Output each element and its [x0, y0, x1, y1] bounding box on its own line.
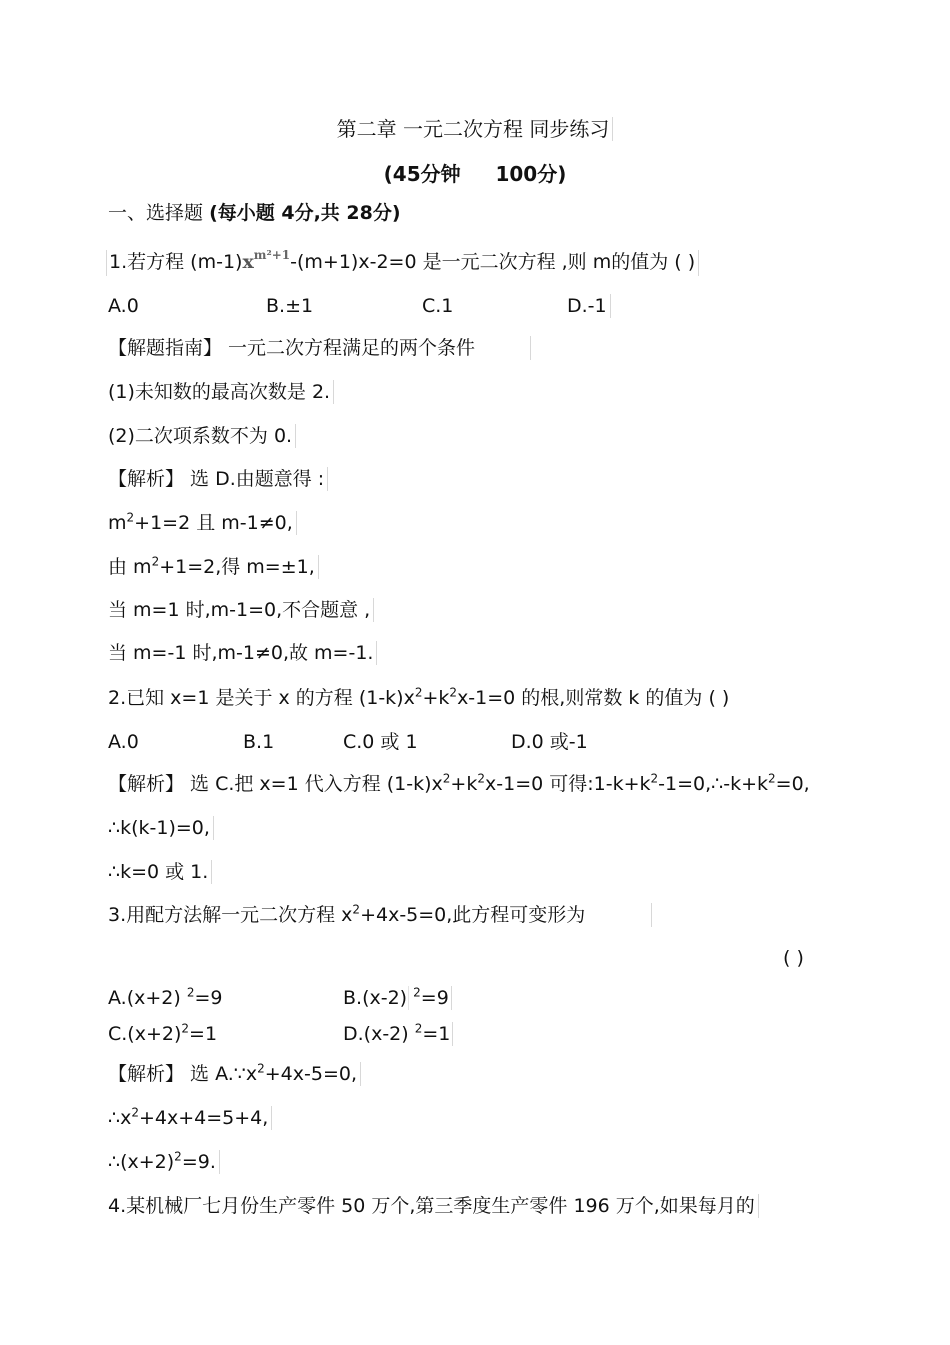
q1-option-a: A.0	[108, 295, 139, 317]
question-3-stem	[108, 903, 652, 927]
q1-step-1	[108, 511, 297, 535]
q3-analysis-a: 【解析】 选 A.∵x	[108, 1063, 258, 1085]
q3-option-c	[108, 1022, 217, 1046]
superscript: 2	[414, 1021, 423, 1036]
q3-step-2	[108, 1150, 220, 1174]
superscript: 2	[126, 510, 135, 525]
question-1-stem	[106, 250, 699, 276]
q2-analysis-d: -1=0,∴-k+k	[658, 773, 769, 795]
q3-opt-a-2: =9	[194, 987, 223, 1009]
superscript: 2	[413, 985, 421, 1000]
q1-step-2a: 由 m	[108, 556, 152, 578]
q2-step-1: ∴k(k-1)=0,	[108, 816, 214, 840]
q3-stem-a: 3.用配方法解一元二次方程 x	[108, 904, 353, 926]
q1-option-c: C.1	[422, 295, 454, 317]
q3-opt-a-1: A.(x+2)	[108, 987, 181, 1009]
superscript: 2	[151, 554, 160, 569]
q2-stem-a: 2.已知 x=1 是关于 x 的方程 (1-k)x	[108, 687, 415, 709]
q2-analysis-a: 【解析】 选 C.把 x=1 代入方程 (1-k)x	[108, 773, 443, 795]
q1-step-3: 当 m=1 时,m-1=0,不合题意 ,	[108, 598, 374, 622]
q2-analysis-c: x-1=0 可得:1-k+k	[485, 773, 651, 795]
superscript: 2	[442, 771, 451, 786]
exp-power: m²+1	[253, 248, 291, 262]
q3-step-2a: ∴(x+2)	[108, 1151, 175, 1173]
q3-step-1	[108, 1106, 272, 1130]
superscript: 2	[352, 902, 361, 917]
superscript: 2	[477, 771, 485, 786]
section-heading-label: 一、选择题	[108, 202, 204, 224]
superscript: 2	[449, 685, 458, 700]
q2-analysis	[108, 772, 813, 796]
q2-option-a: A.0	[108, 731, 139, 753]
q1-guide-1: (1)未知数的最高次数是 2.	[108, 380, 334, 404]
q3-opt-b-1: B.(x-2)	[343, 987, 408, 1009]
section-heading-note: (每小题 4分,共 28分)	[209, 202, 401, 224]
page-title	[0, 113, 950, 142]
q1-step-2	[108, 555, 319, 579]
q2-step-2: ∴k=0 或 1.	[108, 860, 212, 884]
q2-stem-c: x-1=0 的根,则常数 k 的值为 ( )	[457, 687, 730, 709]
q1-option-b: B.±1	[266, 295, 314, 317]
superscript: 2	[181, 1021, 190, 1036]
page-subtitle	[0, 158, 950, 187]
q1-step-4: 当 m=-1 时,m-1≠0,故 m=-1.	[108, 641, 377, 665]
q3-option-d	[343, 1022, 453, 1046]
q1-stem-a: 1.若方程 (m-1)	[109, 251, 243, 273]
q2-analysis-e: =0,	[775, 773, 810, 795]
q3-opt-b-2: =9	[420, 987, 449, 1009]
q3-step-1a: ∴x	[108, 1107, 132, 1129]
question-2-stem	[108, 686, 732, 710]
q2-option-c: C.0 或 1	[343, 731, 418, 753]
superscript: 2	[131, 1105, 139, 1120]
q1-step-1a: m	[108, 512, 127, 534]
q1-option-d: D.-1	[567, 294, 611, 318]
q3-analysis	[108, 1062, 361, 1086]
time-text: (45分钟	[383, 162, 461, 186]
q1-stem-b: -(m+1)x-2=0 是一元二次方程 ,则 m的值为 ( )	[290, 251, 696, 273]
title-text: 第二章 一元二次方程 同步练习	[337, 117, 614, 141]
q2-stem-b: +k	[422, 687, 450, 709]
q1-guide-2: (2)二次项系数不为 0.	[108, 424, 296, 448]
superscript: 2	[257, 1061, 265, 1076]
q3-answer-paren: ( )	[783, 947, 804, 969]
exp-base: x	[242, 251, 254, 273]
superscript: 2	[186, 985, 195, 1000]
question-4-stem: 4.某机械厂七月份生产零件 50 万个,第三季度生产零件 196 万个,如果每月的	[108, 1194, 759, 1218]
q2-option-d: D.0 或-1	[511, 731, 588, 753]
q3-stem-b: +4x-5=0,此方程可变形为	[360, 904, 586, 926]
q3-opt-c-2: =1	[189, 1023, 218, 1045]
q2-option-b: B.1	[243, 731, 275, 753]
q3-opt-d-1: D.(x-2)	[343, 1023, 409, 1045]
superscript: 2	[174, 1149, 182, 1164]
exponent-image	[242, 250, 290, 276]
q3-step-2b: =9.	[181, 1151, 216, 1173]
q3-step-1b: +4x+4=5+4,	[138, 1107, 269, 1129]
superscript: 2	[768, 771, 776, 786]
q3-option-b	[343, 986, 452, 1010]
q1-guide-title: 【解题指南】 一元二次方程满足的两个条件	[108, 336, 531, 360]
score-text: 100分)	[495, 162, 567, 186]
superscript: 2	[414, 685, 423, 700]
q1-analysis-title: 【解析】 选 D.由题意得 :	[108, 467, 328, 491]
q2-analysis-b: +k	[450, 773, 478, 795]
section-heading	[108, 201, 404, 225]
q3-opt-c-1: C.(x+2)	[108, 1023, 182, 1045]
superscript: 2	[650, 771, 659, 786]
q1-step-2b: +1=2,得 m=±1,	[159, 556, 315, 578]
q3-opt-d-2: =1	[422, 1023, 451, 1045]
q3-analysis-b: +4x-5=0,	[264, 1063, 358, 1085]
q1-step-1b: +1=2 且 m-1≠0,	[134, 512, 293, 534]
